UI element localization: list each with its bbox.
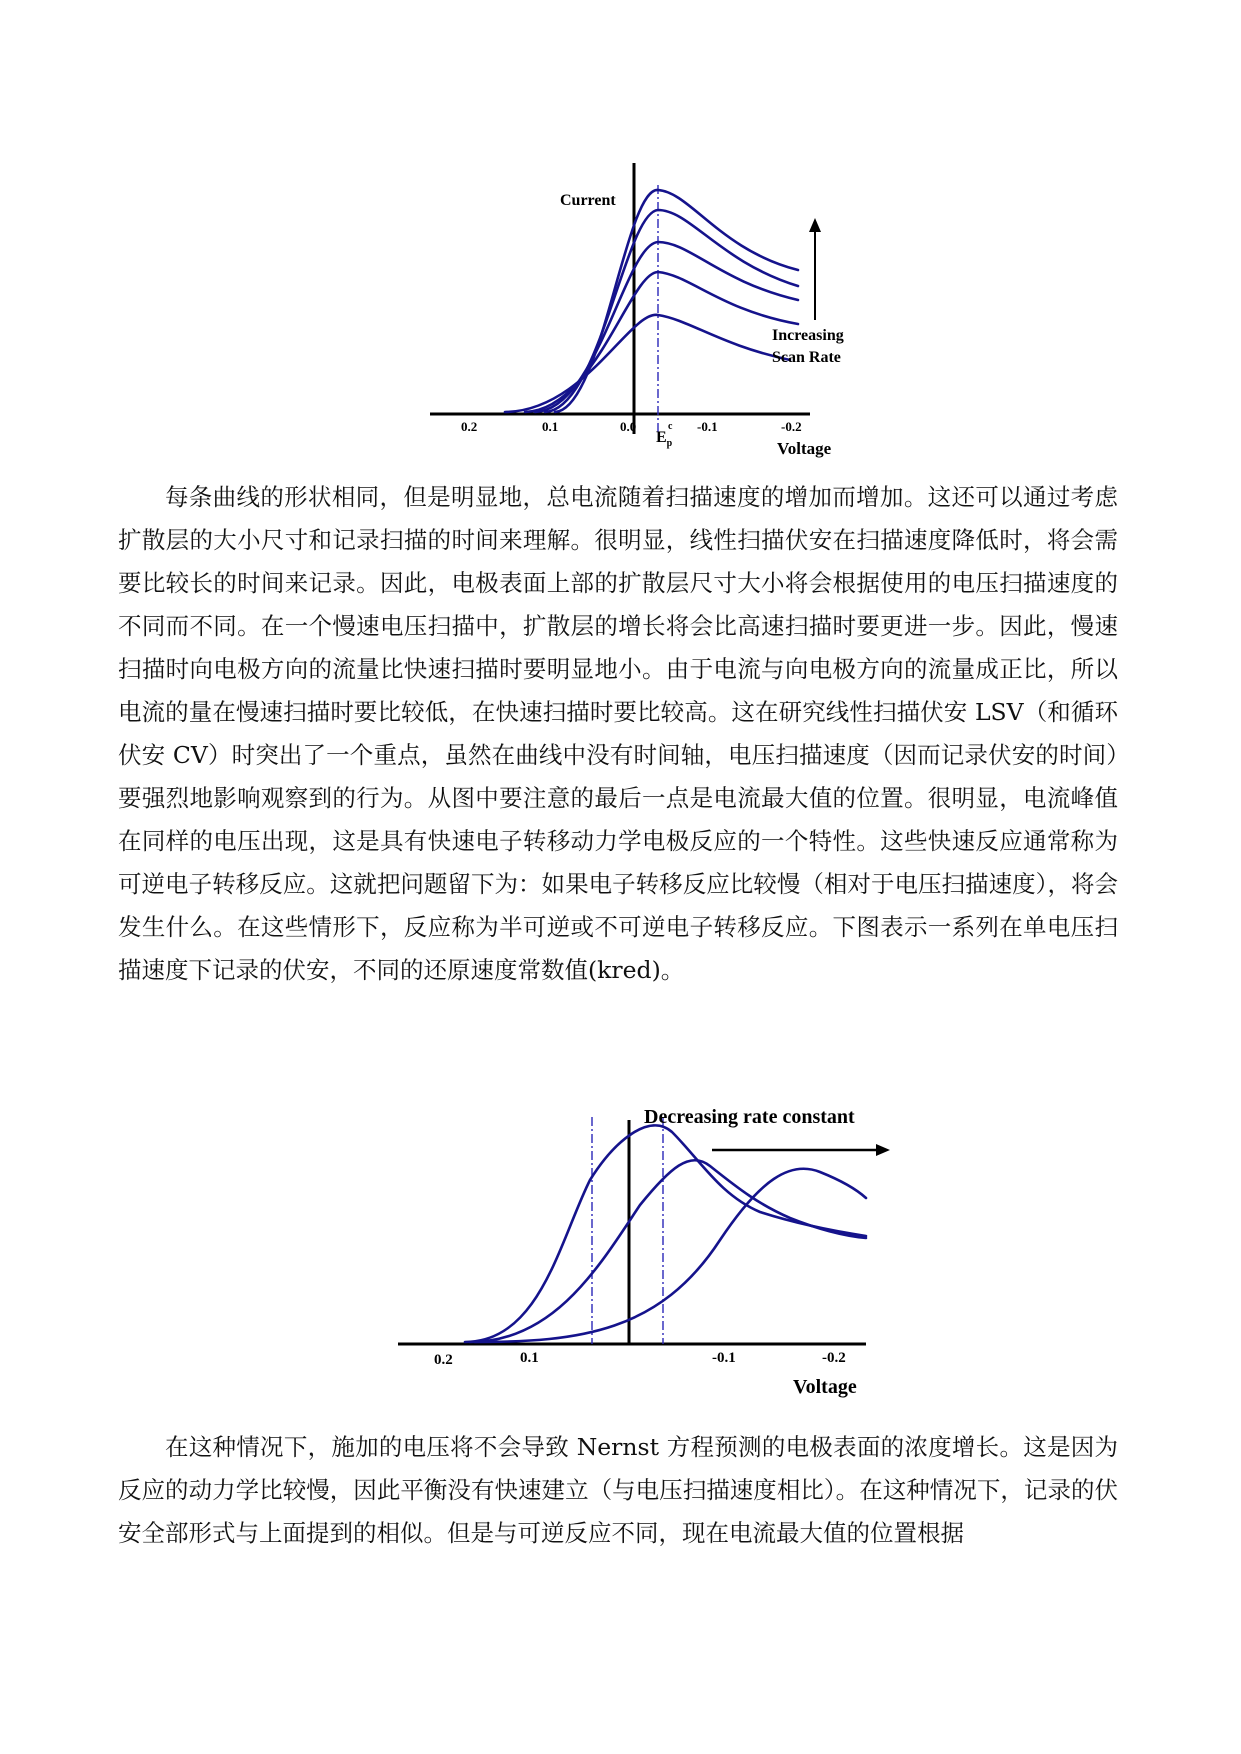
x-axis-label: Voltage xyxy=(793,1376,857,1398)
x-axis-label: Voltage xyxy=(777,439,832,458)
body-paragraph-1: 每条曲线的形状相同，但是明显地，总电流随着扫描速度的增加而增加。这还可以通过考虑扩散层的大小尺寸和记录扫描的时间来理解。很明显，线性扫描伏安在扫描速度降低时，将会需要比较长的时间来记录。因此，电极表面上部的扩散层尺寸大小将会根据使用的电压扫描速度的不同而不同。在一个慢速电压扫描中，扩散层的增长将会比高速扫描时要更进一步。因此，慢速扫描时向电极方向的流量比快速扫描时要明显地小。由于电流与向电极方向的流量成正比，所以电流的量在慢速扫描时要比较低，在快速扫描时要比较高。这在研究线性扫描伏安 LSV（和循环伏安 CV）时突出了一个重点，虽然在曲线中没有时间轴，电压扫描速度（因而记录伏安的时间）要强烈地影响观察到的行为。从图中要注意的最后一点是电流最大值的位置。很明显，电流峰值在同样的电压出现，这是具有快速电子转移动力学电极反应的一个特性。这些快速反应通常称为可逆电子转移反应。这就把问题留下为：如果电子转移反应比较慢（相对于电压扫描速度），将会发生什么。在这些情形下，反应称为半可逆或不可逆电子转移反应。下图表示一系列在单电压扫描速度下记录的伏安，不同的还原速度常数值(kred)。 xyxy=(118,483,1118,984)
x-tick-label: -0.2 xyxy=(822,1350,846,1366)
voltammogram-medium xyxy=(470,1160,866,1342)
x-tick-label: -0.1 xyxy=(712,1350,736,1366)
rate-arrow-head xyxy=(876,1144,890,1156)
y-axis-label: Current xyxy=(560,192,616,209)
voltammogram-slow xyxy=(475,1169,866,1342)
x-tick-label: 0.0 xyxy=(620,419,637,434)
peak-potential-label: $E_p$ xyxy=(656,429,673,449)
scan-rate-arrow-head xyxy=(809,218,821,232)
x-tick-label: 0.1 xyxy=(542,419,559,434)
figure-title: Decreasing rate constant xyxy=(644,1106,855,1128)
annotation-line-1: Increasing xyxy=(772,327,844,344)
x-tick-label: -0.1 xyxy=(697,419,718,434)
voltammogram-fast xyxy=(465,1125,866,1342)
x-tick-label: 0.2 xyxy=(434,1352,453,1368)
voltammogram-curve-1 xyxy=(505,315,790,412)
body-paragraph-2: 在这种情况下，施加的电压将不会导致 Nernst 方程预测的电极表面的浓度增长。这是因为反应的动力学比较慢，因此平衡没有快速建立（与电压扫描速度相比）。在这种情况下，记录的伏安全部形式与上面提到的相似。但是与可逆反应不同，现在电流最大值的位置根据 xyxy=(118,1433,1118,1547)
voltammogram-curve-3 xyxy=(535,242,798,412)
peak-potential-superscript: c xyxy=(668,421,673,432)
x-tick-label: 0.2 xyxy=(461,419,478,434)
figure-rate-constant xyxy=(0,1100,1241,1420)
x-tick-label: -0.2 xyxy=(781,419,802,434)
voltammogram-curve-5 xyxy=(555,190,798,412)
x-tick-label: 0.1 xyxy=(520,1350,539,1366)
annotation-line-2: Scan Rate xyxy=(772,349,841,366)
figure-scan-rate xyxy=(0,0,1241,470)
